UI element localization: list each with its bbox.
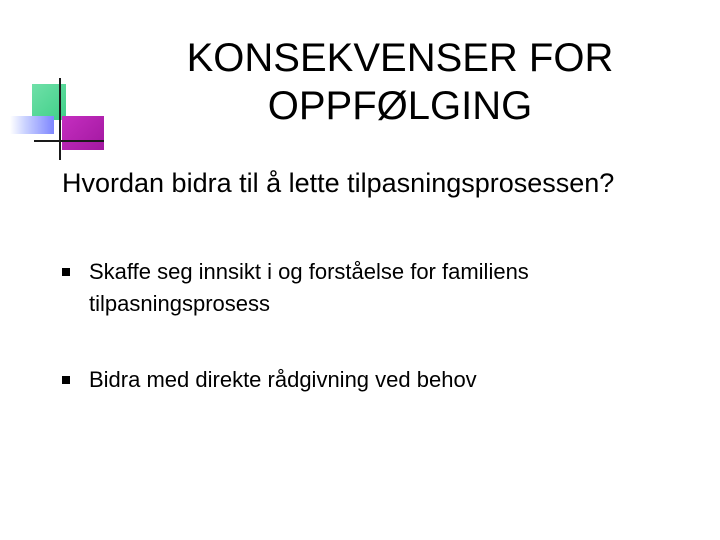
slide-title (140, 34, 660, 130)
vertical-line-icon (59, 78, 61, 160)
blue-square-icon (10, 116, 54, 134)
slide-question: Hvordan bidra til å lette tilpasningsprosessen? (62, 168, 615, 198)
magenta-square-icon (62, 116, 104, 150)
square-bullet-icon (62, 268, 70, 276)
horizontal-line-icon (34, 140, 104, 142)
bullet-text: Bidra med direkte rådgivning ved behov (89, 367, 477, 392)
decorative-logo-icon (10, 78, 100, 164)
bullet-text: Skaffe seg innsikt i og forståelse for familiens tilpasningsprosess (89, 259, 529, 316)
slide-title-line-2: OPPFØLGING (267, 84, 533, 128)
bullet-item (62, 256, 682, 320)
slide-title-line-1: KONSEKVENSER FOR (186, 36, 614, 80)
bullet-list (62, 256, 682, 396)
square-bullet-icon (62, 376, 70, 384)
bullet-item (62, 364, 682, 396)
